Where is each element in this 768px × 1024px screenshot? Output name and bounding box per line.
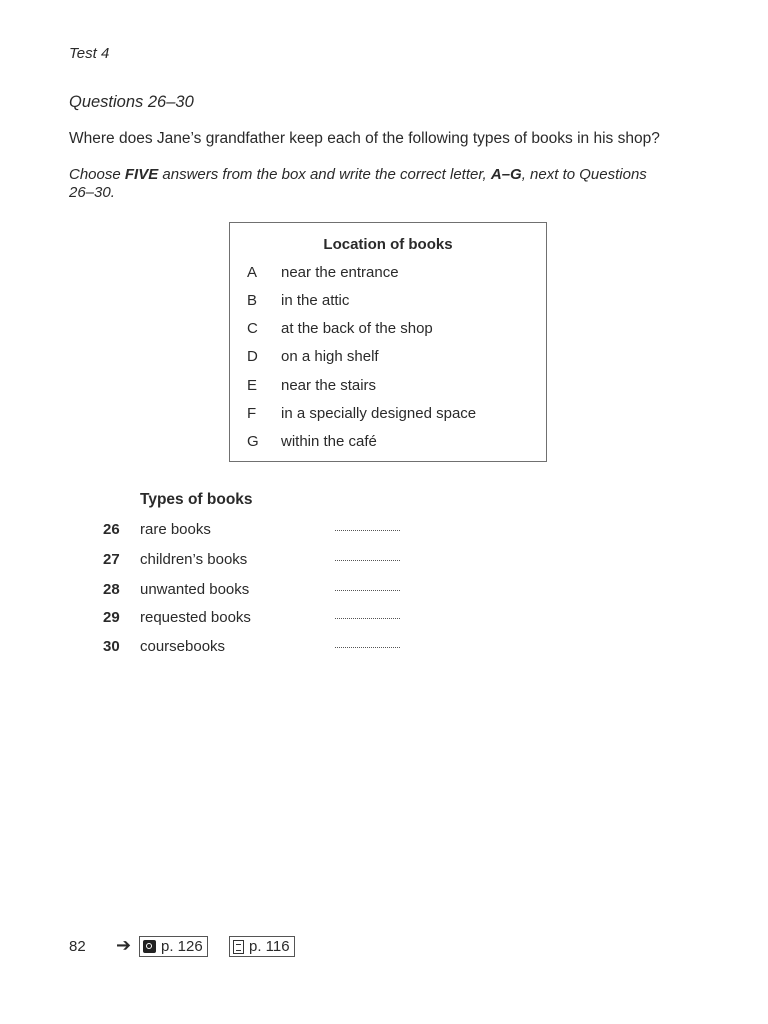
option-letter: A	[247, 264, 258, 281]
answer-key-reference[interactable]	[229, 936, 295, 957]
question-27-row	[0, 551, 768, 573]
option-letter: D	[247, 348, 258, 365]
answer-key-page: p. 116	[249, 938, 290, 955]
location-box-title: Location of books	[323, 236, 453, 253]
answer-key-icon	[233, 940, 244, 954]
arrow-right-icon: ➔	[116, 935, 132, 955]
question-number: 27	[103, 551, 120, 568]
question-26-row	[0, 521, 768, 543]
answer-blank[interactable]	[335, 618, 400, 619]
option-text: near the stairs	[281, 377, 377, 394]
book-type-label: children’s books	[140, 551, 248, 568]
question-number: 29	[103, 609, 120, 626]
instruction-text: Choose FIVE answers from the box and write the correct letter, A–G, next to Questions 26–30.	[69, 166, 647, 201]
question-28-row	[0, 581, 768, 603]
answer-blank[interactable]	[335, 560, 400, 561]
question-number: 26	[103, 521, 120, 538]
book-type-label: requested books	[140, 609, 251, 626]
option-text: in a specially designed space	[281, 405, 477, 422]
question-text: Where does Jane’s grandfather keep each of the following types of books in his shop?	[69, 130, 660, 147]
option-text: in the attic	[281, 292, 350, 309]
option-text: within the café	[281, 433, 377, 450]
location-box	[229, 222, 547, 462]
audio-script-reference[interactable]	[139, 936, 208, 957]
answer-blank[interactable]	[335, 590, 400, 591]
option-letter: G	[247, 433, 259, 450]
question-30-row	[0, 638, 768, 660]
question-29-row	[0, 609, 768, 631]
option-letter: B	[247, 292, 258, 309]
audio-script-icon	[143, 940, 156, 953]
page-number: 82	[69, 938, 86, 955]
answer-blank[interactable]	[335, 647, 400, 648]
audio-script-page: p. 126	[161, 938, 203, 955]
book-type-label: unwanted books	[140, 581, 250, 598]
book-type-label: rare books	[140, 521, 211, 538]
test-label: Test 4	[69, 45, 110, 62]
option-text: near the entrance	[281, 264, 399, 281]
book-type-label: coursebooks	[140, 638, 226, 655]
option-letter: E	[247, 377, 258, 394]
question-number: 30	[103, 638, 120, 655]
option-letter: F	[247, 405, 257, 422]
types-heading: Types of books	[140, 491, 253, 508]
answer-blank[interactable]	[335, 530, 400, 531]
option-text: on a high shelf	[281, 348, 379, 365]
questions-heading: Questions 26–30	[69, 93, 194, 111]
option-text: at the back of the shop	[281, 320, 433, 337]
option-letter: C	[247, 320, 258, 337]
question-number: 28	[103, 581, 120, 598]
